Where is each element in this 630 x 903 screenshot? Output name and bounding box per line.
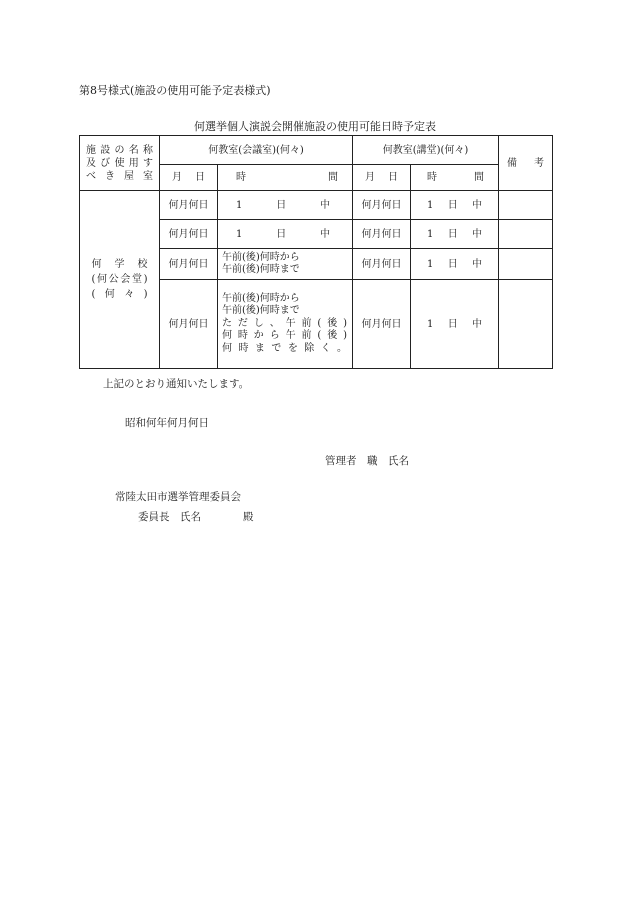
date-cell: 何月何日	[160, 280, 218, 369]
allday-part: 日	[447, 199, 458, 211]
date-cell: 何月何日	[353, 191, 411, 220]
remarks-cell	[499, 191, 553, 220]
month-day-header	[353, 165, 411, 191]
allday-part: 日	[447, 318, 458, 330]
allday-part: 中	[472, 318, 483, 330]
day-label: 日	[195, 172, 205, 183]
remarks-cell	[499, 249, 553, 280]
table-title: 何選挙個人演説会開催施設の使用可能日時予定表	[194, 120, 436, 133]
date-cell: 何月何日	[353, 280, 411, 369]
facility-line: (何々)	[91, 289, 148, 300]
remarks-char: 考	[534, 157, 545, 169]
allday-part: 1	[427, 258, 434, 270]
allday-part: 中	[472, 228, 483, 240]
allday-part: 日	[447, 228, 458, 240]
time-cell	[218, 249, 353, 280]
allday-part: 1	[236, 228, 243, 240]
recipient-organization: 常陸太田市選挙管理委員会	[115, 491, 241, 503]
date-cell: 何月何日	[160, 191, 218, 220]
room1-header: 何教室(会議室)(何々)	[160, 136, 353, 165]
allday-part: 1	[236, 199, 243, 211]
time-line: 午前(後)何時まで	[222, 264, 300, 275]
allday-part: 中	[320, 199, 330, 211]
time-cell	[411, 249, 499, 280]
time-cell	[411, 280, 499, 369]
time-line: ただし、午前(後)	[222, 317, 348, 329]
time-cell	[218, 280, 353, 369]
time-line: 午前(後)何時まで	[222, 305, 300, 317]
notice-text: 上記のとおり通知いたします。	[103, 378, 250, 390]
date-cell: 何月何日	[353, 249, 411, 280]
schedule-table	[79, 135, 553, 369]
time-label-a: 時	[236, 172, 246, 183]
facility-name-cell	[80, 191, 160, 369]
time-line: 何時から午前(後)	[222, 330, 348, 342]
recipient-name: 委員長 氏名 殿	[138, 511, 254, 523]
date-cell: 何月何日	[160, 249, 218, 280]
form-title: 第8号様式(施設の使用可能予定表様式)	[79, 84, 271, 97]
time-label-a: 時	[427, 172, 438, 183]
facility-header-line: 及び使用す	[86, 157, 153, 169]
facility-line: 何学校	[91, 259, 148, 270]
time-line: 何時までを除く。	[222, 342, 348, 354]
time-cell	[218, 191, 353, 220]
time-cell	[411, 191, 499, 220]
remarks-char: 備	[507, 157, 518, 169]
time-label-b: 間	[328, 172, 339, 183]
facility-header-line: べき屋室	[86, 170, 153, 182]
room2-header: 何教室(講堂)(何々)	[353, 136, 499, 165]
remarks-header	[499, 136, 553, 191]
date-cell: 何月何日	[353, 220, 411, 249]
allday-part: 日	[276, 199, 287, 211]
time-cell	[218, 220, 353, 249]
allday-part: 日	[447, 258, 458, 270]
allday-part: 1	[427, 199, 434, 211]
allday-part: 1	[427, 318, 434, 330]
allday-part: 1	[427, 228, 434, 240]
month-label: 月	[365, 172, 376, 183]
time-line: 午前(後)何時から	[222, 251, 300, 263]
remarks-cell	[499, 220, 553, 249]
allday-part: 中	[472, 199, 483, 211]
time-cell	[411, 220, 499, 249]
time-line: 午前(後)何時から	[222, 292, 300, 304]
allday-part: 中	[320, 228, 330, 240]
facility-line: (何公会堂)	[91, 274, 148, 285]
time-label-b: 間	[474, 172, 485, 183]
allday-part: 中	[472, 258, 483, 270]
time-header	[411, 165, 499, 191]
manager-signature: 管理者 職 氏名	[325, 455, 409, 467]
table-row	[80, 191, 553, 220]
day-label: 日	[388, 172, 399, 183]
time-header	[218, 165, 353, 191]
month-label: 月	[172, 172, 182, 183]
month-day-header	[160, 165, 218, 191]
date-line: 昭和何年何月何日	[125, 417, 209, 429]
date-cell: 何月何日	[160, 220, 218, 249]
facility-header	[80, 136, 160, 191]
allday-part: 日	[276, 228, 287, 240]
facility-header-line: 施設の名称	[86, 144, 153, 156]
remarks-cell	[499, 280, 553, 369]
